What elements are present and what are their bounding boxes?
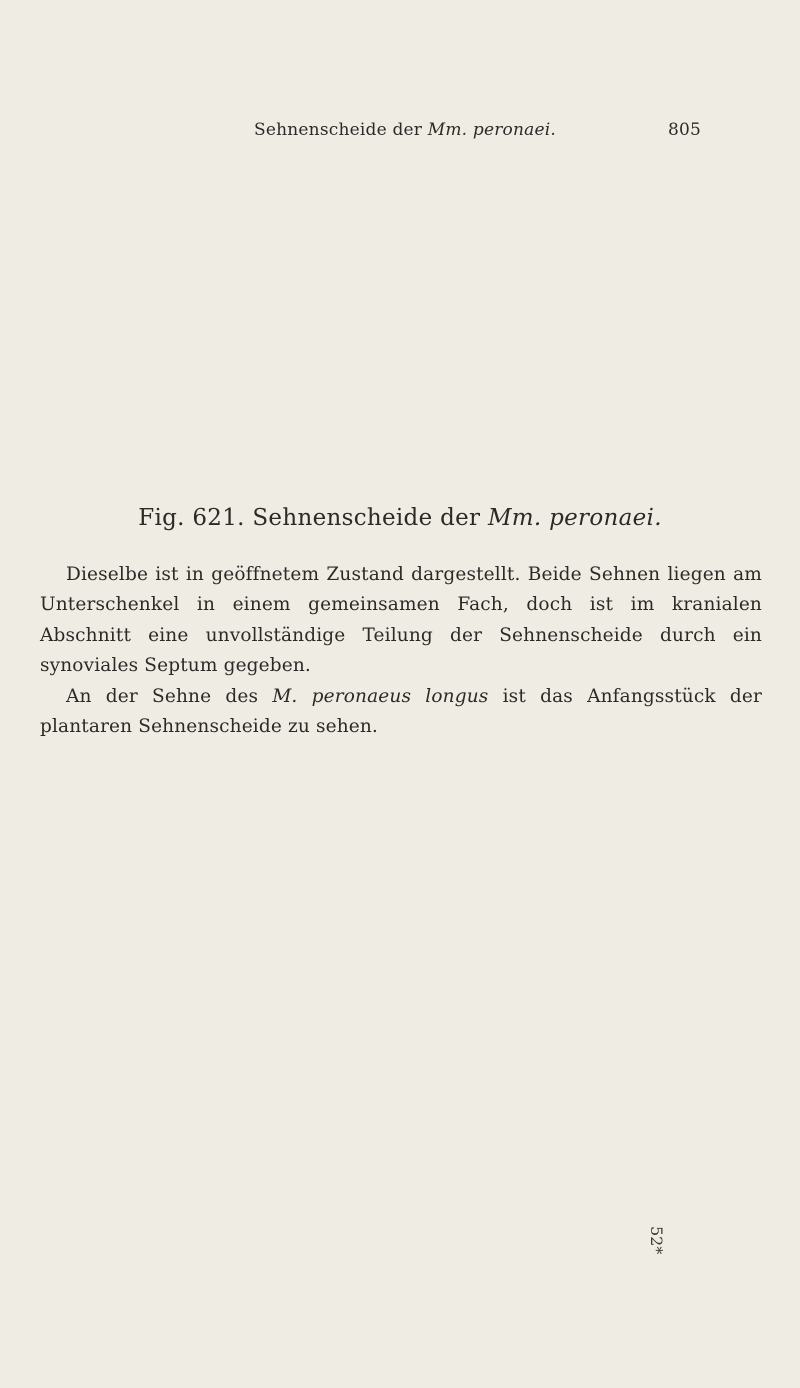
body-text — [40, 560, 762, 742]
paragraph-2: An der Sehne des M. peronaeus longus ist das Anfangsstück der plantaren Sehnenscheide zu sehen. — [40, 685, 763, 738]
figure-caption-italic: Mm. peronaei. — [487, 505, 662, 531]
figure-caption: Fig. 621. Sehnenscheide der Mm. peronaei. — [138, 505, 662, 531]
signature-mark: 52* — [647, 1226, 666, 1255]
running-head-italic: Mm. peronaei. — [427, 120, 556, 140]
running-head-title: Sehnenscheide der Mm. peronaei. — [254, 120, 556, 140]
page-number: 805 — [668, 120, 702, 140]
paragraph-2-italic: M. peronaeus longus — [272, 685, 489, 707]
paragraph-1: Dieselbe ist in geöffnetem Zustand dargestellt. Beide Sehnen liegen am Unterschenkel in einem gemeinsamen Fach, doch ist im kranialen Abschnitt eine unvollständige Teilung der Sehnenscheide durch ein synoviales Septum gegeben. — [40, 564, 762, 677]
